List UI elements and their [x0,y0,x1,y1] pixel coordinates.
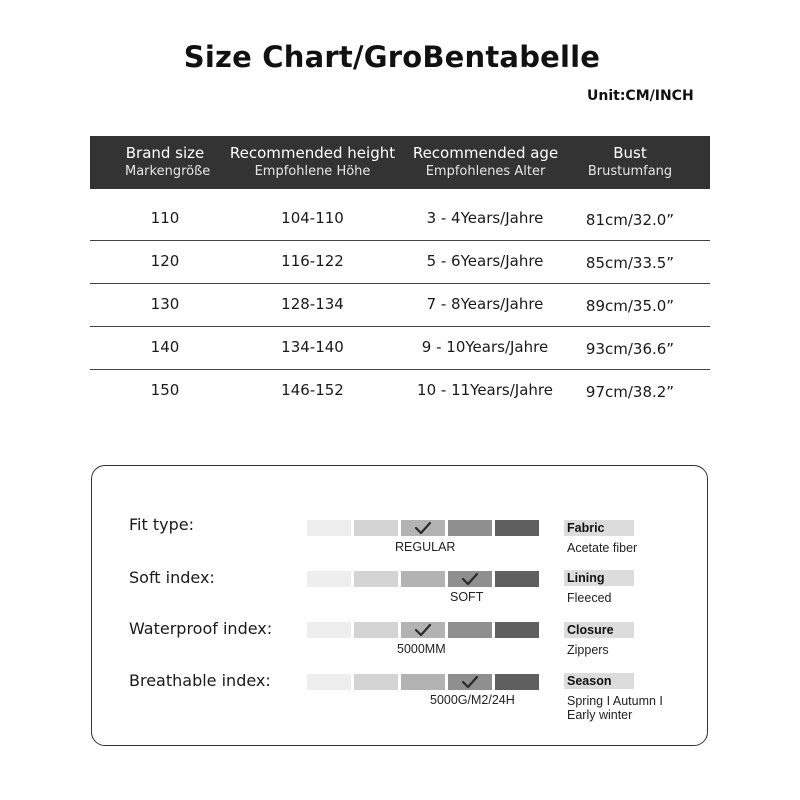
fit-type-label: Fit type: [129,515,194,534]
cell-age: 5 - 6Years/Jahre [426,252,544,270]
breathable-index-caption: 5000G/M2/24H [430,693,515,707]
table-row [90,369,710,412]
cell-bust: 93cm/36.6” [585,340,675,358]
unit-label: Unit:CM/INCH [587,88,694,104]
spec-closure-value: Zippers [567,643,609,657]
breathable-index-scale-segment [307,674,351,690]
spec-fabric-label: Fabric [564,520,634,536]
table-row [90,197,710,241]
soft-index-label: Soft index: [129,568,215,587]
header-height-de: Empfohlene Höhe [254,164,371,179]
cell-height: 104-110 [281,209,344,227]
header-brand-size [125,144,211,181]
header-height [225,144,400,181]
cell-brand-size: 140 [150,338,180,356]
table-row [90,283,710,327]
cell-brand-size: 130 [150,295,180,313]
header-height-en: Recommended height [229,144,396,162]
fit-type-scale-segment [495,520,539,536]
checkmark-icon [448,571,492,587]
table-row [90,326,710,370]
waterproof-index-caption: 5000MM [397,642,446,656]
checkmark-icon [401,520,445,536]
waterproof-index-scale-segment [448,622,492,638]
spec-lining-value: Fleeced [567,591,612,605]
spec-season-value: Spring I Autumn I Early winter [567,694,663,722]
cell-age: 3 - 4Years/Jahre [426,209,544,227]
header-brand-size-de: Markengröße [125,164,211,179]
spec-fabric-value: Acetate fiber [567,541,638,555]
table-header [90,136,710,189]
cell-age: 7 - 8Years/Jahre [426,295,544,313]
fit-type-scale-segment [448,520,492,536]
waterproof-index-scale-segment [354,622,398,638]
fit-type-scale-segment [354,520,398,536]
cell-brand-size: 110 [150,209,180,227]
header-age [408,144,563,181]
waterproof-index-scale-segment [307,622,351,638]
soft-index-scale-segment [354,571,398,587]
breathable-index-scale-segment [354,674,398,690]
cell-age: 10 - 11Years/Jahre [417,381,553,399]
cell-bust: 85cm/33.5” [585,254,675,272]
cell-height: 128-134 [281,295,344,313]
cell-brand-size: 150 [150,381,180,399]
checkmark-icon [401,622,445,638]
cell-brand-size: 120 [150,252,180,270]
spec-lining-label: Lining [564,570,634,586]
breathable-index-label: Breathable index: [129,671,271,690]
header-bust [580,144,680,181]
cell-bust: 97cm/38.2” [585,383,675,401]
cell-bust: 89cm/35.0” [585,297,675,315]
waterproof-index-label: Waterproof index: [129,619,273,638]
soft-index-scale-segment [495,571,539,587]
breathable-index-scale-segment [495,674,539,690]
page-title: Size Chart/GroBentabelle [183,40,601,74]
cell-height: 116-122 [281,252,344,270]
cell-bust: 81cm/32.0” [585,211,675,229]
waterproof-index-scale-segment [495,622,539,638]
spec-season-label: Season [564,673,634,689]
header-age-de: Empfohlenes Alter [425,164,546,179]
breathable-index-scale-segment [401,674,445,690]
soft-index-scale-segment [401,571,445,587]
fit-type-scale-segment [307,520,351,536]
table-row [90,240,710,284]
soft-index-caption: SOFT [450,590,484,604]
checkmark-icon [448,674,492,690]
spec-closure-label: Closure [564,622,634,638]
header-brand-size-en: Brand size [125,144,205,162]
header-age-en: Recommended age [412,144,559,162]
soft-index-scale-segment [307,571,351,587]
cell-height: 134-140 [281,338,344,356]
header-bust-de: Brustumfang [587,164,673,179]
cell-height: 146-152 [281,381,344,399]
fit-type-caption: REGULAR [395,540,456,554]
header-bust-en: Bust [613,144,647,162]
cell-age: 9 - 10Years/Jahre [421,338,549,356]
